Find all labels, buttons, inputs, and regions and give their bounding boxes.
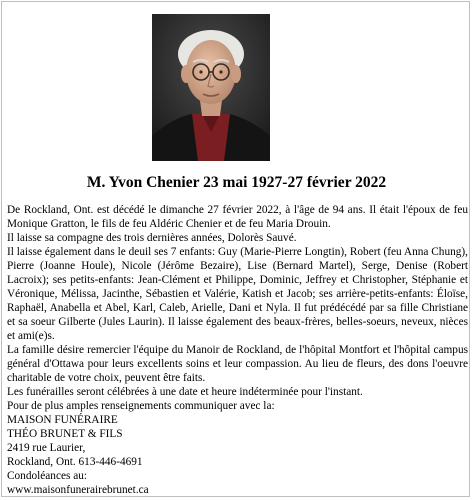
obituary-card: [1, 1, 470, 497]
paragraph-companion: Il laisse sa compagne des trois dernières années, Dolorès Sauvé.: [7, 232, 297, 244]
paragraph-thanks: La famille désire remercier l'équipe du Manoir de Rockland, de l'hôpital Montfort et l'hôpital campus général d'Ottawa pour leurs excellents soins et leur compassion. Au lieu de fleurs, des dons l'oeuvre charitable de votre choix, peuvent être faits.: [7, 344, 468, 384]
paragraph-death-notice: De Rockland, Ont. est décédé le dimanche 27 février 2022, à l'âge de 94 ans. Il était l'époux de feu Monique Gratton, le fils de feu Aldéric Chenier et de feu Maria Drouin.: [7, 204, 468, 230]
paragraph-funeral: Les funérailles seront célébrées à une date et heure indéterminée pour l'instant.: [7, 386, 363, 398]
portrait-photo: [152, 14, 270, 161]
funeral-home-city-phone: Rockland, Ont. 613-446-4691: [7, 456, 143, 468]
obituary-body: [7, 203, 468, 497]
obituary-title: M. Yvon Chenier 23 mai 1927-27 février 2022: [86, 174, 387, 191]
paragraph-info: Pour de plus amples renseignements communiquer avec la:: [7, 400, 275, 412]
funeral-home-website-link[interactable]: www.maisonfunerairebrunet.ca: [7, 484, 149, 496]
condolences-label: Condoléances au:: [7, 470, 87, 482]
funeral-home-name: MAISON FUNÉRAIRE: [7, 414, 118, 426]
portrait-image: [152, 14, 270, 161]
funeral-home-owner: THÉO BRUNET & FILS: [7, 428, 123, 440]
funeral-home-address: 2419 rue Laurier,: [7, 442, 86, 454]
paragraph-family: Il laisse également dans le deuil ses 7 enfants: Guy (Marie-Pierre Longtin), Robert (feu Anna Chung), Pierre (Joanne Houle), Nicole (Jérôme Bezaire), Lise (Bernard Martel), Serge, Denise (Robert Lacroix); ses petits-enfants: Jean-Clément et Philippe, Dominic, Jeffrey et Christopher, Stéphanie et Véronique, Mélissa, Jacinthe, Sébastien et Valérie, Katish et Jacob; ses arrière-petits-enfants: Éloïse, Raphaël, Anabella et Abel, Karl, Caleb, Arielle, Dani et Nyla. Il fut prédécédé par sa fille Christiane et sa soeur Gilberte (Jules Laurin). Il laisse également des beaux-frères, belles-soeurs, neveux, nièces et ami(e)s.: [7, 246, 468, 342]
